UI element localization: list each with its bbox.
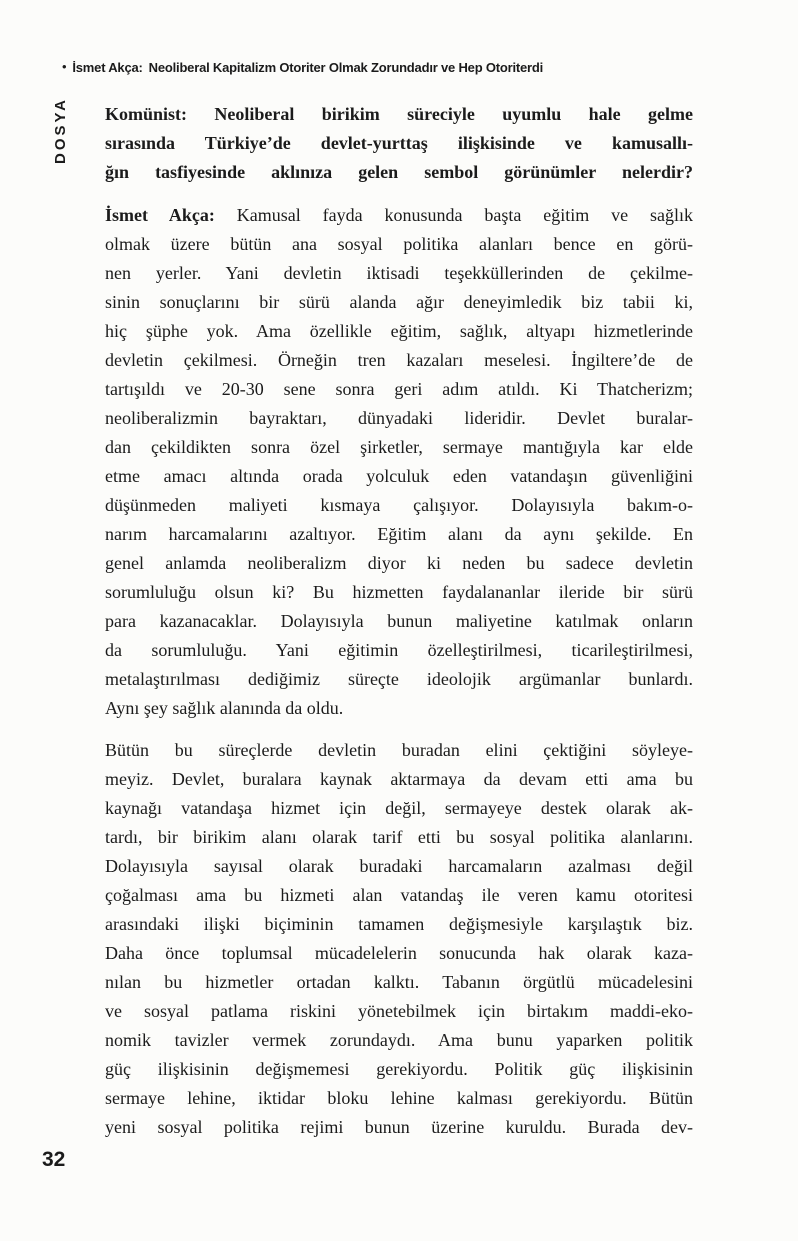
text-line: ğın tasfiyesinde aklınıza gelen sembol görünümler nelerdir? [105,162,693,182]
header-author: İsmet Akça: [72,60,143,75]
text-line: metalaştırılması dediğimiz süreçte ideolojik argümanlar bunlardı. [105,669,693,689]
text-line: sinin sonuçlarını bir sürü alanda ağır deneyimledik biz tabii ki, [105,292,693,312]
text-line: dan çekildikten sonra özel şirketler, sermaye mantığıyla kar elde [105,437,693,457]
text-line: devletin çekilmesi. Örneğin tren kazaları meselesi. İngiltere’de de [105,350,693,370]
interview-question [105,100,693,187]
text-line: para kazanacaklar. Dolayısıyla bunun maliyetine katılmak onların [105,611,693,631]
text-line: genel anlamda neoliberalizm diyor ki neden bu sadece devletin [105,553,693,573]
text-line: sermaye lehine, iktidar bloku lehine kalması gerekiyordu. Bütün [105,1088,693,1108]
text-line: nılan bu hizmetler ortadan kalktı. Tabanın örgütlü mücadelesini [105,972,693,992]
text-line: tardı, bir birikim alanı olarak tarif etti bu sosyal politika alanlarını. [105,827,693,847]
page-number: 32 [42,1148,66,1171]
text-line: narım harcamalarını azaltıyor. Eğitim alanı da aynı şekilde. En [105,524,693,544]
paragraph-lines [105,230,693,723]
text-line: Dolayısıyla sayısal olarak buradaki harcamaların azalması değil [105,856,693,876]
text-line: neoliberalizmin bayraktarı, dünyadaki lideridir. Devlet buralar- [105,408,693,428]
section-label-vertical: DOSYA [52,97,69,164]
text-line: arasındaki ilişki biçiminin tamamen değişmesiyle karşılaştık biz. [105,914,693,934]
answer-paragraph-1 [105,201,693,723]
text-line: Aynı şey sağlık alanında da oldu. [105,698,344,718]
answer-paragraph-2 [105,736,693,1142]
text-line: kaynağı vatandaşa hizmet için değil, sermayeye destek olarak ak- [105,798,693,818]
running-header [62,60,543,75]
text-line: nomik tavizler vermek zorundaydı. Ama bunu yaparken politik [105,1030,693,1050]
header-article-title: Neoliberal Kapitalizm Otoriter Olmak Zorundadır ve Hep Otoriterdi [148,60,544,75]
text-line: Komünist: Neoliberal birikim süreciyle uyumlu hale gelme [105,104,693,124]
text-line [105,201,693,230]
text-line: sırasında Türkiye’de devlet-yurttaş ilişkisinde ve kamusallı- [105,133,693,153]
text-line: tartışıldı ve 20-30 sene sonra geri adım atıldı. Ki Thatcherizm; [105,379,693,399]
text-line: da sorumluluğu. Yani eğitimin özelleştirilmesi, ticarileştirilmesi, [105,640,693,660]
paragraph-lines [105,736,693,1142]
text-line: hiç şüphe yok. Ama özellikle eğitim, sağlık, altyapı hizmetlerinde [105,321,693,341]
text-line: sorumluluğu olsun ki? Bu hizmetten faydalananlar ileride bir sürü [105,582,693,602]
header-bullet-icon: • [62,59,67,74]
text-run: Kamusal fayda konusunda başta eğitim ve sağlık [214,205,693,225]
text-line: güç ilişkisinin değişmemesi gerekiyordu. Politik güç ilişkisinin [105,1059,693,1079]
text-line: Daha önce toplumsal mücadelelerin sonucunda hak olarak kaza- [105,943,693,963]
text-line: çoğalması ama bu hizmeti alan vatandaş ile veren kamu otoritesi [105,885,693,905]
text-line: Bütün bu süreçlerde devletin buradan elini çektiğini söyleye- [105,740,693,760]
text-line: nen yerler. Yani devletin iktisadi teşekküllerinden de çekilme- [105,263,693,283]
text-line: düşünmeden maliyeti kısmaya çalışıyor. Dolayısıyla bakım-o- [105,495,693,515]
text-line: yeni sosyal politika rejimi bunun üzerine kuruldu. Burada dev- [105,1117,693,1137]
text-line: etme amacı altında orada yolculuk eden vatandaşın güvenliğini [105,466,693,486]
text-line: olmak üzere bütün ana sosyal politika alanları bence en görü- [105,234,693,254]
text-line: meyiz. Devlet, buralara kaynak aktarmaya da devam etti ama bu [105,769,693,789]
text-column [105,100,693,1155]
speaker-name: İsmet Akça: [105,205,215,225]
text-line: ve sosyal patlama riskini yönetebilmek için birtakım maddi-eko- [105,1001,693,1021]
